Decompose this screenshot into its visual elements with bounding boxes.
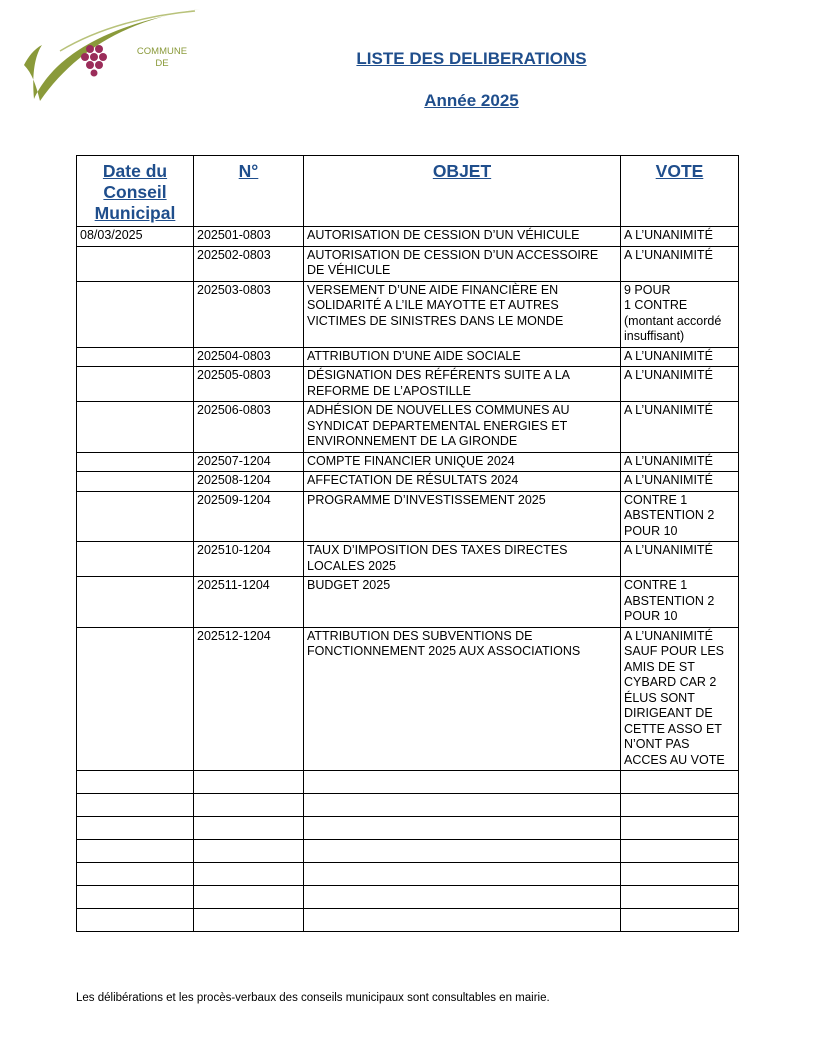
cell-vote: A L’UNANIMITÉ xyxy=(621,347,739,367)
table-row xyxy=(77,246,739,281)
table-row xyxy=(77,281,739,347)
cell-objet: AUTORISATION DE CESSION D’UN ACCESSOIRE DE VÉHICULE xyxy=(304,246,621,281)
empty-cell xyxy=(194,886,304,909)
empty-table-row xyxy=(77,817,739,840)
cell-vote: A L’UNANIMITÉ xyxy=(621,227,739,247)
empty-cell xyxy=(194,794,304,817)
cell-num: 202508-1204 xyxy=(194,472,304,492)
empty-table-row xyxy=(77,794,739,817)
cell-objet: TAUX D’IMPOSITION DES TAXES DIRECTES LOCALES 2025 xyxy=(304,542,621,577)
empty-cell xyxy=(77,909,194,932)
empty-cell xyxy=(194,771,304,794)
cell-date xyxy=(77,472,194,492)
cell-vote: A L’UNANIMITÉ xyxy=(621,367,739,402)
cell-num: 202505-0803 xyxy=(194,367,304,402)
commune-logo xyxy=(20,5,210,105)
logo-commune-line1: COMMUNE xyxy=(136,46,188,57)
empty-cell xyxy=(77,840,194,863)
empty-table-row xyxy=(77,771,739,794)
table-row xyxy=(77,452,739,472)
empty-table-row xyxy=(77,886,739,909)
page-subtitle-year: Année 2025 xyxy=(424,91,519,110)
empty-cell xyxy=(304,840,621,863)
empty-table-row xyxy=(77,840,739,863)
cell-objet: AUTORISATION DE CESSION D’UN VÉHICULE xyxy=(304,227,621,247)
table-row xyxy=(77,491,739,542)
cell-objet: COMPTE FINANCIER UNIQUE 2024 xyxy=(304,452,621,472)
empty-cell xyxy=(304,794,621,817)
empty-cell xyxy=(77,771,194,794)
empty-cell xyxy=(194,863,304,886)
empty-cell xyxy=(621,771,739,794)
cell-vote: A L’UNANIMITÉ xyxy=(621,402,739,453)
cell-num: 202506-0803 xyxy=(194,402,304,453)
cell-vote: A L’UNANIMITÉ xyxy=(621,246,739,281)
table-row xyxy=(77,347,739,367)
table-row xyxy=(77,577,739,628)
cell-objet: VERSEMENT D’UNE AIDE FINANCIÈRE EN SOLIDARITÉ A L’ILE MAYOTTE ET AUTRES VICTIMES DE SINISTRES DANS LE MONDE xyxy=(304,281,621,347)
empty-cell xyxy=(304,886,621,909)
cell-vote: CONTRE 1 ABSTENTION 2 POUR 10 xyxy=(621,491,739,542)
cell-num: 202503-0803 xyxy=(194,281,304,347)
table-row xyxy=(77,367,739,402)
empty-table-row xyxy=(77,863,739,886)
cell-date: 08/03/2025 xyxy=(77,227,194,247)
table-row xyxy=(77,227,739,247)
cell-num: 202501-0803 xyxy=(194,227,304,247)
header-num: N° xyxy=(194,156,304,227)
empty-cell xyxy=(304,863,621,886)
cell-date xyxy=(77,542,194,577)
logo-commune-line2: DE xyxy=(155,58,169,69)
empty-cell xyxy=(621,794,739,817)
empty-cell xyxy=(194,840,304,863)
cell-date xyxy=(77,246,194,281)
logo-commune-text xyxy=(134,46,190,70)
table-row xyxy=(77,542,739,577)
cell-date xyxy=(77,347,194,367)
cell-vote: 9 POUR 1 CONTRE (montant accordé insuffisant) xyxy=(621,281,739,347)
cell-vote: A L’UNANIMITÉ xyxy=(621,472,739,492)
empty-cell xyxy=(194,909,304,932)
cell-date xyxy=(77,577,194,628)
cell-date xyxy=(77,367,194,402)
cell-vote: CONTRE 1 ABSTENTION 2 POUR 10 xyxy=(621,577,739,628)
header-date: Date du Conseil Municipal xyxy=(77,156,194,227)
cell-date xyxy=(77,452,194,472)
empty-cell xyxy=(77,817,194,840)
cell-objet: AFFECTATION DE RÉSULTATS 2024 xyxy=(304,472,621,492)
deliberations-table xyxy=(76,155,739,932)
cell-objet: ATTRIBUTION D’UNE AIDE SOCIALE xyxy=(304,347,621,367)
empty-cell xyxy=(77,863,194,886)
empty-cell xyxy=(77,794,194,817)
empty-cell xyxy=(621,840,739,863)
cell-objet: ADHÉSION DE NOUVELLES COMMUNES AU SYNDICAT DEPARTEMENTAL ENERGIES ET ENVIRONNEMENT DE LA GIRONDE xyxy=(304,402,621,453)
table-row xyxy=(77,472,739,492)
empty-cell xyxy=(304,817,621,840)
cell-vote: A L’UNANIMITÉ xyxy=(621,542,739,577)
cell-date xyxy=(77,402,194,453)
empty-cell xyxy=(194,817,304,840)
empty-cell xyxy=(621,886,739,909)
empty-cell xyxy=(621,817,739,840)
header-objet: OBJET xyxy=(304,156,621,227)
empty-table-row xyxy=(77,909,739,932)
header-vote: VOTE xyxy=(621,156,739,227)
cell-objet: DÉSIGNATION DES RÉFÉRENTS SUITE A LA REFORME DE L’APOSTILLE xyxy=(304,367,621,402)
cell-num: 202510-1204 xyxy=(194,542,304,577)
table-row xyxy=(77,402,739,453)
cell-num: 202504-0803 xyxy=(194,347,304,367)
cell-vote: A L’UNANIMITÉ xyxy=(621,452,739,472)
empty-cell xyxy=(304,909,621,932)
cell-date xyxy=(77,627,194,771)
empty-cell xyxy=(621,863,739,886)
table-header-row xyxy=(77,156,739,227)
cell-objet: ATTRIBUTION DES SUBVENTIONS DE FONCTIONNEMENT 2025 AUX ASSOCIATIONS xyxy=(304,627,621,771)
cell-date xyxy=(77,491,194,542)
cell-num: 202507-1204 xyxy=(194,452,304,472)
page-title: LISTE DES DELIBERATIONS xyxy=(356,49,587,68)
empty-cell xyxy=(77,886,194,909)
cell-vote: A L’UNANIMITÉ SAUF POUR LES AMIS DE ST CYBARD CAR 2 ÉLUS SONT DIRIGEANT DE CETTE ASSO ET N’ONT PAS ACCES AU VOTE xyxy=(621,627,739,771)
empty-cell xyxy=(304,771,621,794)
footer-note: Les délibérations et les procès-verbaux des conseils municipaux sont consultables en mairie. xyxy=(76,992,550,1004)
table-row xyxy=(77,627,739,771)
table-body xyxy=(77,227,739,932)
cell-objet: PROGRAMME D’INVESTISSEMENT 2025 xyxy=(304,491,621,542)
empty-cell xyxy=(621,909,739,932)
cell-objet: BUDGET 2025 xyxy=(304,577,621,628)
cell-num: 202511-1204 xyxy=(194,577,304,628)
cell-num: 202509-1204 xyxy=(194,491,304,542)
cell-num: 202512-1204 xyxy=(194,627,304,771)
cell-num: 202502-0803 xyxy=(194,246,304,281)
cell-date xyxy=(77,281,194,347)
